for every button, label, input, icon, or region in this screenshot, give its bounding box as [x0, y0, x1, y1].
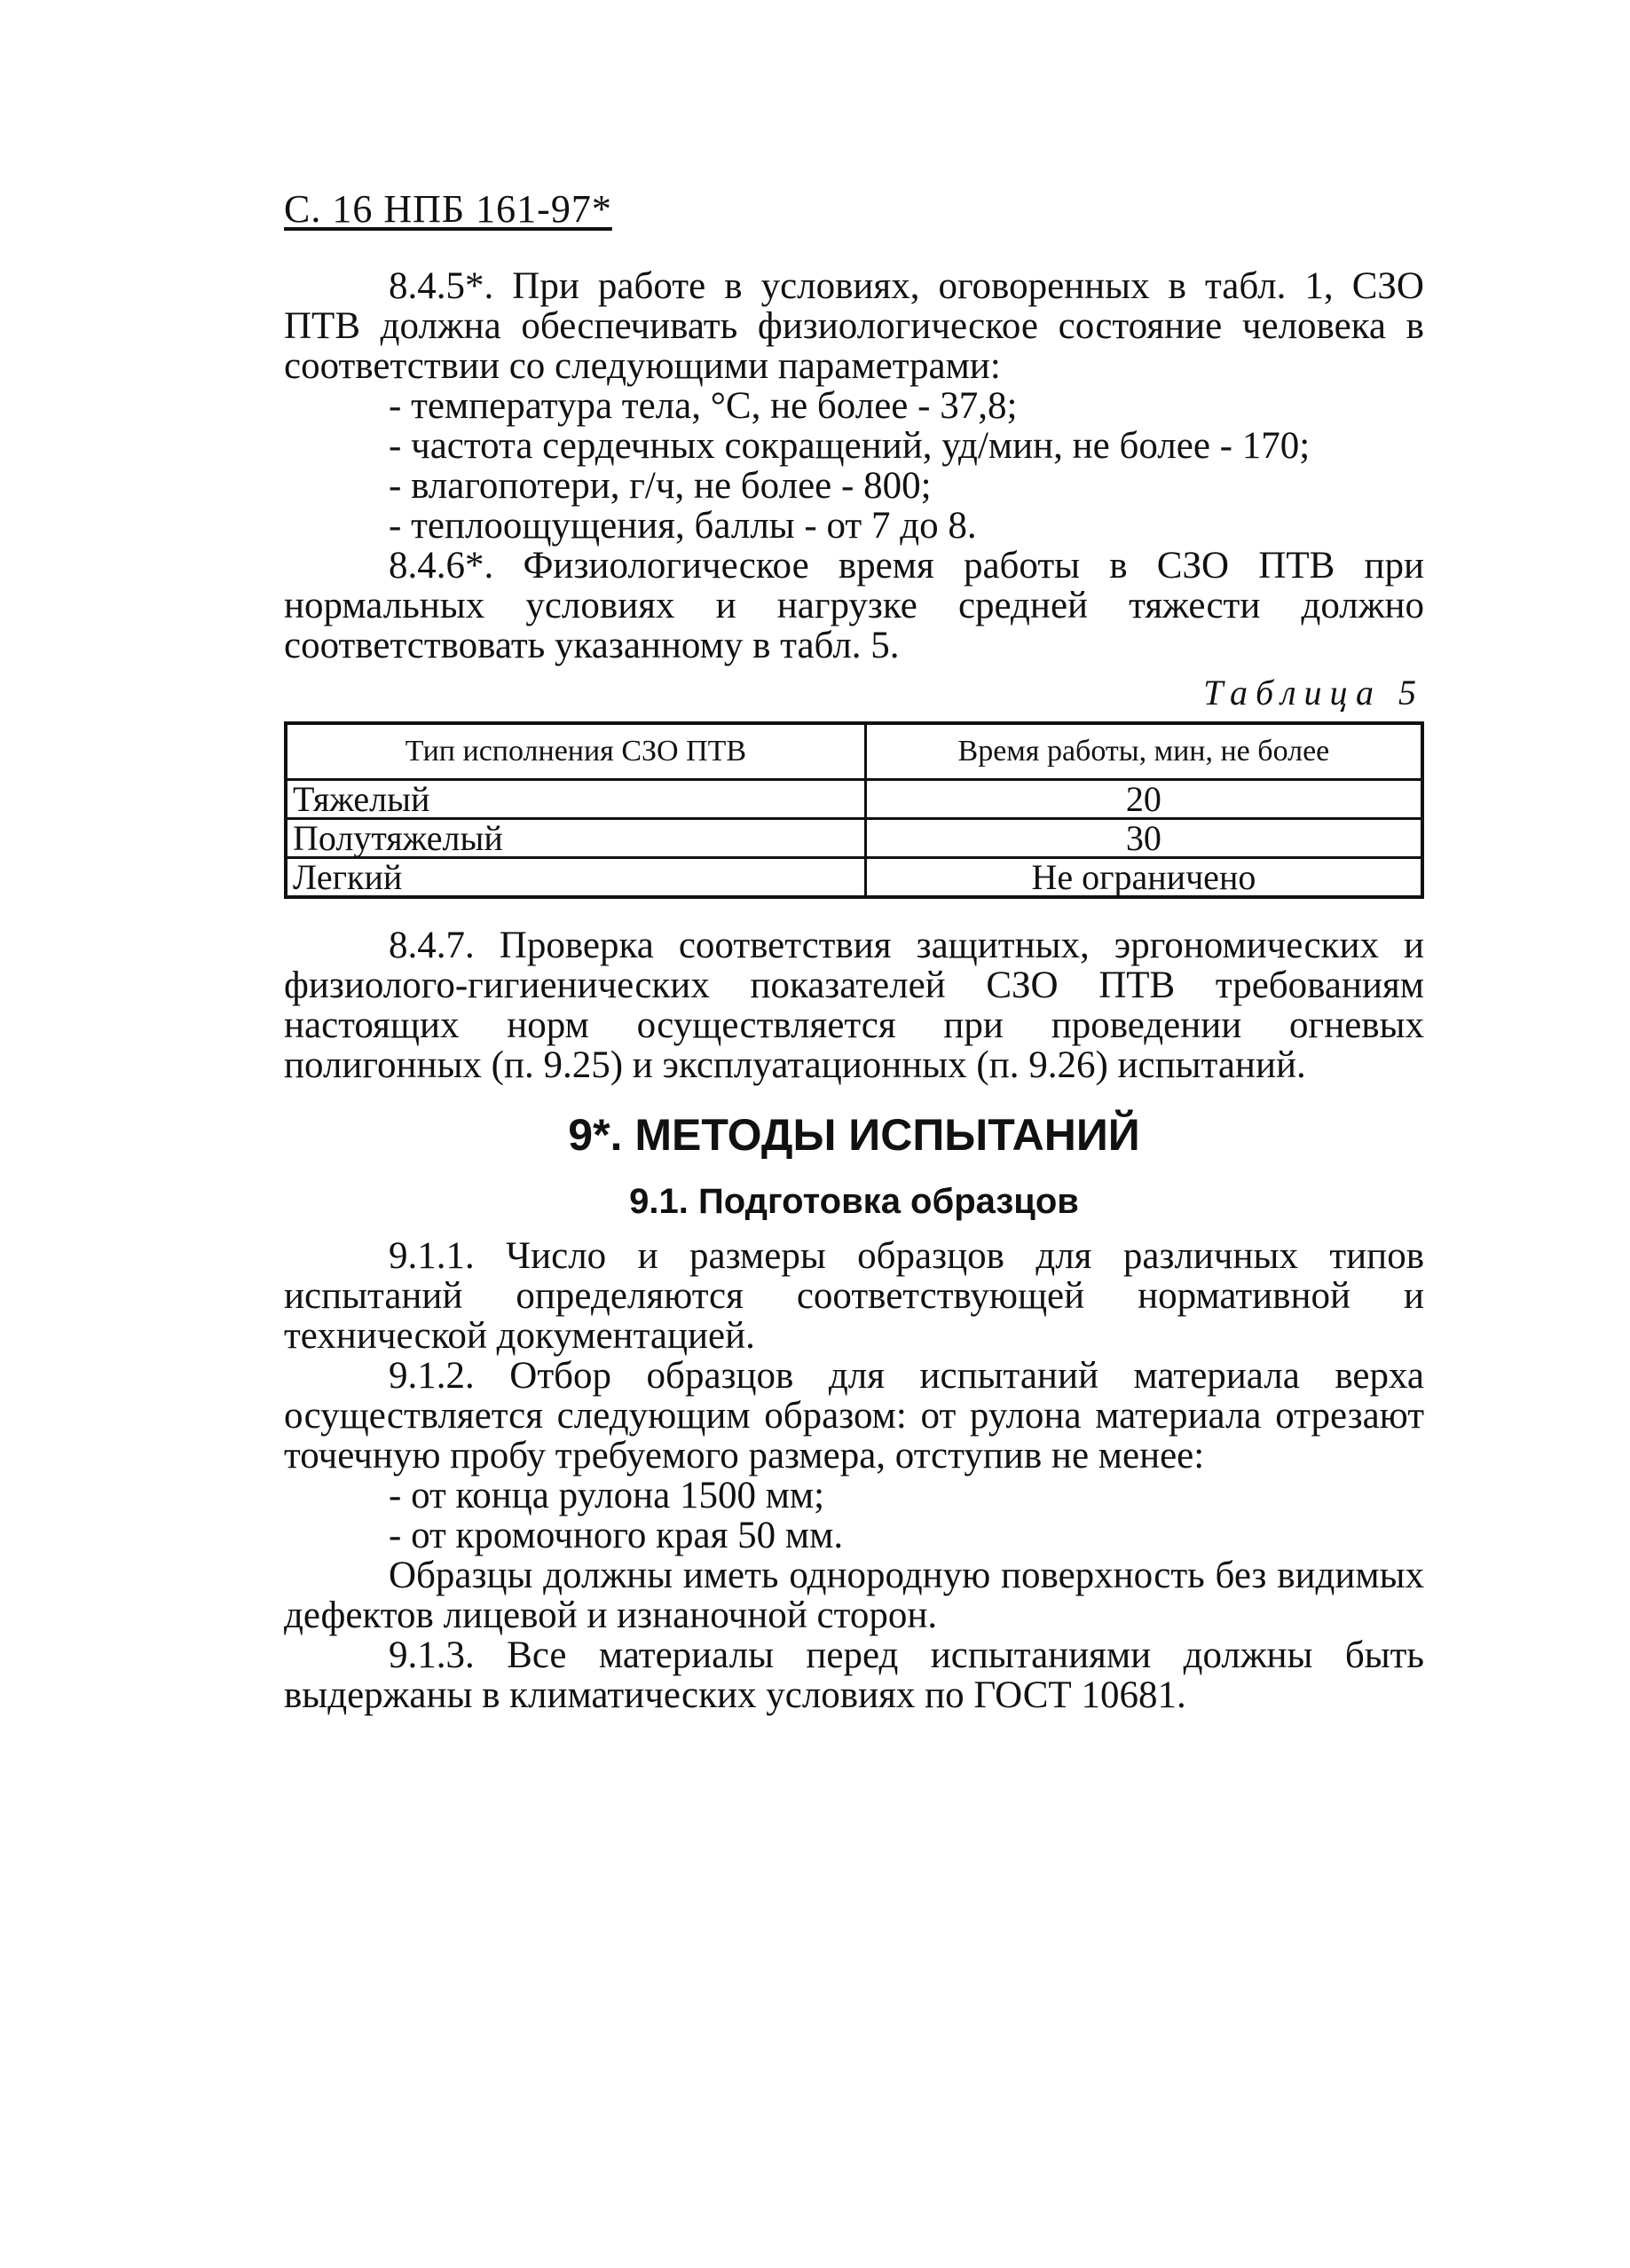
table-row — [286, 819, 1422, 858]
list-item: - от конца рулона 1500 мм; — [389, 1475, 825, 1516]
table-5 — [284, 721, 1424, 899]
table-caption: Таблица 5 — [1203, 673, 1424, 713]
paragraph-samples: Образцы должны иметь однородную поверхность без видимых дефектов лицевой и изнаночной сторон. — [284, 1555, 1424, 1636]
page-header: С. 16 НПБ 161-97* — [284, 187, 612, 231]
table-header-row — [286, 723, 1422, 780]
list-item: - влагопотери, г/ч, не более - 800; — [389, 465, 932, 507]
section-title: 9*. МЕТОДЫ ИСПЫТАНИЙ — [568, 1110, 1140, 1160]
paragraph-8-4-5: 8.4.5*. При работе в условиях, оговоренных в табл. 1, СЗО ПТВ должна обеспечивать физиологическое состояние человека в соответствии со следующими параметрами: — [284, 265, 1424, 387]
paragraph-9-1-1: 9.1.1. Число и размеры образцов для различных типов испытаний определяются соответствующей нормативной и технической документацией. — [284, 1235, 1424, 1357]
table-row — [286, 780, 1422, 819]
list-item: - теплоощущения, баллы - от 7 до 8. — [389, 505, 977, 547]
paragraph-8-4-6: 8.4.6*. Физиологическое время работы в СЗО ПТВ при нормальных условиях и нагрузке средней тяжести должно соответствовать указанному в табл. 5. — [284, 545, 1424, 666]
table-header-cell: Тип исполнения СЗО ПТВ — [286, 723, 865, 780]
table-header-cell: Время работы, мин, не более — [865, 723, 1422, 780]
table-cell: Полутяжелый — [286, 819, 865, 858]
paragraph-9-1-3: 9.1.3. Все материалы перед испытаниями должны быть выдержаны в климатических условиях по ГОСТ 10681. — [284, 1634, 1424, 1716]
list-item: - от кромочного края 50 мм. — [389, 1515, 844, 1556]
table-cell: Тяжелый — [286, 780, 865, 819]
page-content — [284, 266, 1424, 1715]
paragraph-9-1-2: 9.1.2. Отбор образцов для испытаний материала верха осуществляется следующим образом: от рулона материала отрезают точечную пробу требуемого размера, отступив не менее: — [284, 1355, 1424, 1477]
paragraph-8-4-7: 8.4.7. Проверка соответствия защитных, эргономических и физиолого-гигиенических показателей СЗО ПТВ требованиям настоящих норм осуществляется при проведении огневых полигонных (п. 9.25) и эксплуатационных (п. 9.26) испытаний. — [284, 925, 1424, 1086]
list-item: - частота сердечных сокращений, уд/мин, не более - 170; — [389, 425, 1311, 467]
table-cell: 20 — [865, 780, 1422, 819]
table-cell: Не ограничено — [865, 858, 1422, 898]
table-row — [286, 858, 1422, 898]
subsection-title: 9.1. Подготовка образцов — [629, 1182, 1079, 1221]
list-item: - температура тела, °С, не более - 37,8; — [389, 385, 1018, 427]
table-cell: 30 — [865, 819, 1422, 858]
table-cell: Легкий — [286, 858, 865, 898]
